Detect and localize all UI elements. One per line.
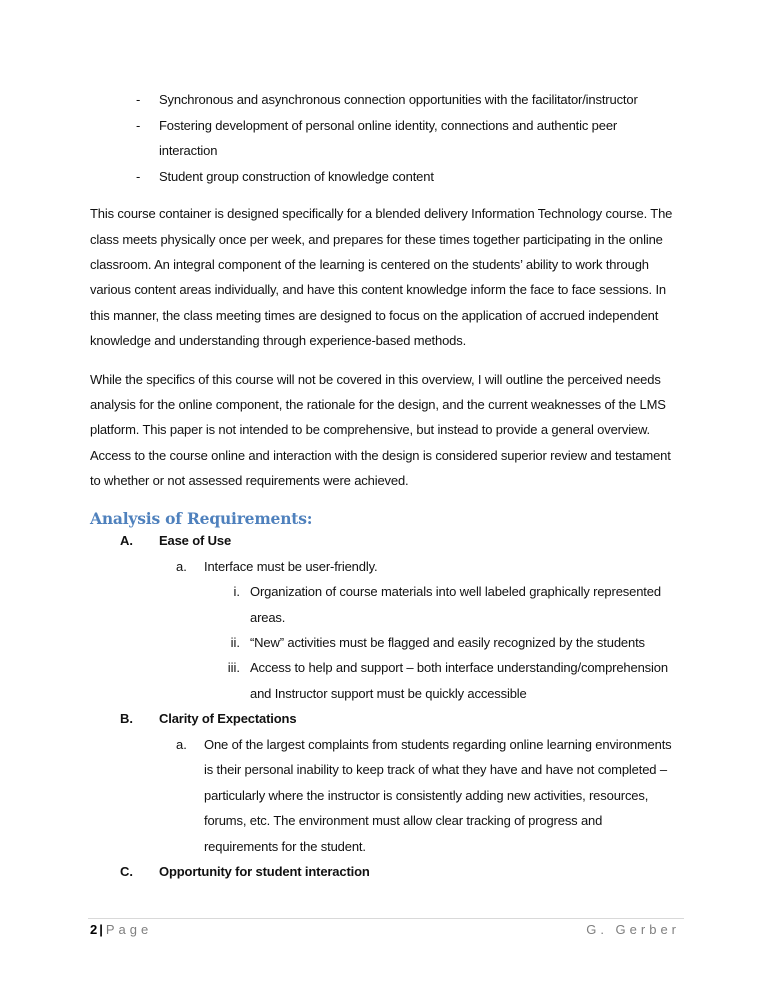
list-marker: iii. <box>227 660 240 675</box>
paragraph-line: analysis for the online component, the rationale for the design, and the current weaknesses of the LMS <box>90 397 666 412</box>
section-marker: A. <box>120 533 133 548</box>
paragraph-line: this manner, the class meeting times are designed to focus on the application of accrued independent <box>90 308 659 323</box>
list-marker: i. <box>233 584 240 599</box>
list-item: One of the largest complaints from students regarding online learning environments <box>204 737 672 752</box>
list-item-continuation: areas. <box>250 610 286 625</box>
bullet-item: Fostering development of personal online identity, connections and authentic peer <box>159 118 618 133</box>
list-item-continuation: particularly where the instructor is consistently adding new activities, resources, <box>204 788 649 803</box>
list-item: Interface must be user-friendly. <box>204 559 378 574</box>
footer-divider <box>88 918 684 919</box>
paragraph-line: While the specifics of this course will not be covered in this overview, I will outline the perceived needs <box>90 372 661 387</box>
list-marker: ii. <box>230 635 240 650</box>
footer-separator: | <box>99 922 103 937</box>
list-item-continuation: and Instructor support must be quickly accessible <box>250 686 527 701</box>
list-marker: a. <box>176 737 187 752</box>
bullet-item: Synchronous and asynchronous connection opportunities with the facilitator/instructor <box>159 92 638 107</box>
list-item: Access to help and support – both interface understanding/comprehension <box>250 660 668 675</box>
section-marker: B. <box>120 711 133 726</box>
paragraph-line: classroom. An integral component of the learning is centered on the students’ ability to work through <box>90 257 649 272</box>
list-item: “New” activities must be flagged and easily recognized by the students <box>250 635 645 650</box>
list-item-continuation: is their personal inability to keep track of what they have and have not completed – <box>204 762 667 777</box>
section-title-ease-of-use: Ease of Use <box>159 533 232 548</box>
page-number: 2 <box>90 922 98 937</box>
paragraph-line: to whether or not assessed requirements were achieved. <box>90 473 409 488</box>
paragraph-line: class meets physically once per week, and prepares for these times together participating in the online <box>90 232 663 247</box>
bullet-marker: - <box>136 169 141 184</box>
footer-page-number <box>90 922 152 938</box>
bullet-item-continuation: interaction <box>159 143 218 158</box>
paragraph-line: Access to the course online and interaction with the design is considered superior review and testament <box>90 448 671 463</box>
paragraph-line: knowledge and understanding through experience-based methods. <box>90 333 467 348</box>
section-title-interaction: Opportunity for student interaction <box>159 864 370 879</box>
bullet-marker: - <box>136 118 141 133</box>
section-marker: C. <box>120 864 133 879</box>
section-title-clarity: Clarity of Expectations <box>159 711 297 726</box>
paragraph-line: various content areas individually, and have this content knowledge inform the face to face sessions. In <box>90 282 667 297</box>
footer-author: G. Gerber <box>586 922 680 937</box>
paragraph-line: platform. This paper is not intended to be comprehensive, but instead to provide a general overview. <box>90 422 650 437</box>
list-marker: a. <box>176 559 187 574</box>
list-item: Organization of course materials into well labeled graphically represented <box>250 584 661 599</box>
bullet-item: Student group construction of knowledge content <box>159 169 434 184</box>
page-label: Page <box>105 922 153 937</box>
section-heading: Analysis of Requirements: <box>90 509 313 528</box>
bullet-marker: - <box>136 92 141 107</box>
paragraph-line: This course container is designed specifically for a blended delivery Information Technology course. The <box>90 206 673 221</box>
list-item-continuation: forums, etc. The environment must allow clear tracking of progress and <box>204 813 603 828</box>
list-item-continuation: requirements for the student. <box>204 839 366 854</box>
